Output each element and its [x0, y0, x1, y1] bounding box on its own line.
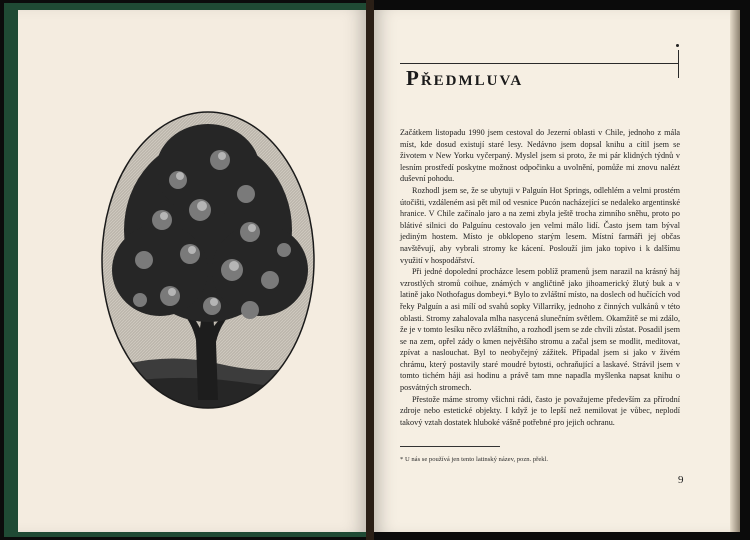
page-number: 9 — [678, 474, 684, 486]
tree-engraving-illustration — [100, 110, 316, 410]
page-edges — [730, 10, 740, 532]
footnote-rule — [400, 446, 500, 447]
body-text — [400, 127, 680, 428]
header-rule-tick — [678, 50, 679, 78]
paragraph-1: Začátkem listopadu 1990 jsem cestoval do Jezerní oblasti v Chile, jednoho z mála míst, kde dosud existují staré lesy. Nedávno jsem dopsal knihu a cítil jsem se životem v New Yorku vyčerpaný. Myslel jsem si proto, že mi pár klidných týdnů v lesním prostředí poskytne možnost odpočinku a uvolnění, pomůže mi znovu nalézt duševní pohodu. — [400, 128, 680, 184]
footnote: * U nás se používá jen tento latinský název, pozn. překl. — [400, 456, 549, 463]
chapter-title: Předmluva — [406, 66, 524, 90]
paragraph-4: Přestože máme stromy všichni rádi, často je považujeme především za přírodní zdroje nebo estetické objekty. I když je to lepší než nemilovat je vůbec, neplodí takový vztah dostatek hluboké vášně potřebné pro jejich ochranu. — [400, 394, 680, 427]
header-rule — [400, 63, 678, 64]
ornament-dot — [676, 44, 679, 47]
paragraph-3: Při jedné dopolední procházce lesem poblíž pramenů jsem narazil na krásný háj vzrostlých stromů coihue, známých v angličtině jako jihoamerický žlutý buk a v latině jako Nothofagus dombeyi.* Bylo to zvláštní místo, na doslech od hučících vod řeky Palguín a asi mílí od svahů sopky Villarriky, jednoho z činných vulkánů v této oblasti. Stromy zahalovala mlha nasycená slunečním světlem. Okamžitě se mi zdálo, že je v tomto lesíku něco zvláštního, a rozhodl jsem se zde chvíli zůstat. Posadil jsem se na zem, opřel zády o kmen největšího stromu a začal jsem se modlit, meditovat, zpívat a naslouchat. Byl to neobyčejný zážitek. Připadal jsem si jako v živém chrámu, který postavily staré moudré bytosti, ochraňující a laskavé. Strávil jsem v tomto tichém háji asi hodinu a právě tam mne napadla myšlenka napsat knihu o posvátných stromech. — [400, 267, 680, 393]
book-gutter — [366, 0, 374, 540]
paragraph-2: Rozhodl jsem se, že se ubytuji v Palguín Hot Springs, odlehlém a velmi prostém útočišti, vzdáleném asi pět mil od vesnice Pucón nacházející se nedaleko argentinské hranice. V Chile začínalo jaro a na zemi zbyla ještě trocha zimního sněhu, proto po blátivé silnici do Palguínu cestovalo jen velmi málo lidí. Často jsem tam býval jediným hostem. Místo je obklopeno starým lesem. Místní farmáři jej občas navštěvují, aby vybrali stromy ke kácení. Poslouží jim jako topivo i k dalšímu využití v hospodářství. — [400, 185, 680, 265]
